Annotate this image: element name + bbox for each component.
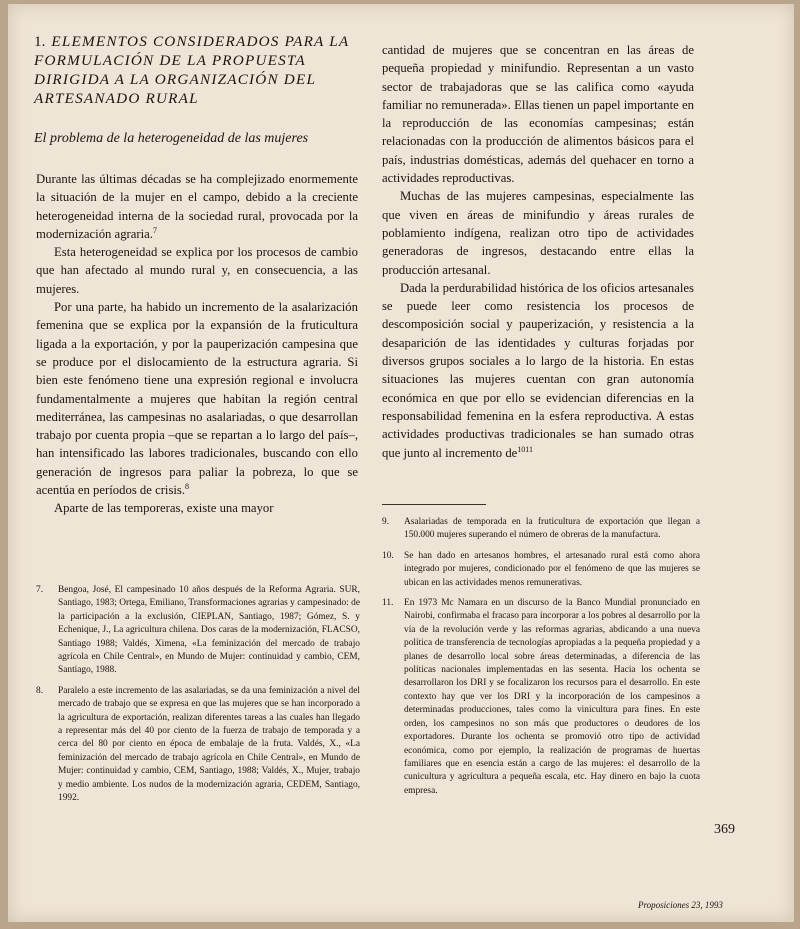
- footnote-text: Paralelo a este incremento de las asalariadas, se da una feminización a nivel del mercado de trabajo que se expresa en que las mujeres que se han incorporado a la agricultura de exportación, realizan diferentes tareas a las cuales han llegado a representar más del 40 por ciento de la fuerza de trabajo de temporada y a cerca del 80 por ciento en época de embalaje de la fruta. Valdés, X., «La feminización del mercado de trabajo agrícola en Chile Central», en Mundo de Mujer: continuidad y cambio, CEM, Santiago, 1988; Valdés, X., Mujer, trabajo y medio ambiente. Los nudos de la modernización agraria, CEDEM, Santiago, 1992.: [58, 685, 360, 804]
- left-body-text: [36, 170, 358, 518]
- section-title: ELEMENTOS CONSIDERADOS PARA LA FORMULACIÓN DE LA PROPUESTA DIRIGIDA A LA ORGANIZACIÓN DEL ARTESANADO RURAL: [34, 33, 350, 107]
- right-footnotes: [382, 516, 700, 805]
- footnote-ref[interactable]: 10: [517, 444, 526, 454]
- paragraph: Esta heterogeneidad se explica por los procesos de cambio que han afectado al mundo rural y, en consecuencia, a las mujeres.: [36, 245, 358, 296]
- left-footnotes: [36, 584, 360, 813]
- paragraph: Muchas de las mujeres campesinas, especialmente las que viven en áreas de minifundio y áreas rurales de poblamiento indígena, realizan otro tipo de actividades generadoras de ingresos, destacando entre ellas la producción artesanal.: [382, 189, 694, 277]
- footnote-text: Bengoa, José, El campesinado 10 años después de la Reforma Agraria. SUR, Santiago, 1983; Ortega, Emiliano, Transformaciones agrarias y campesinado: de la participación a la exclusión, CIEPLAN, Santiago, 1987; Gómez, S. y Echenique, J., La agricultura chilena. Dos caras de la modernización, FLACSO, Santiago 1988; Valdés, Ximena, «La feminización del mercado de trabajo agrícola en Chile Central», en Mundo de Mujer: continuidad y cambio, CEM, Santiago, 1988.: [58, 585, 360, 676]
- footnote: [382, 597, 700, 798]
- footnote-number: 9.: [382, 517, 390, 527]
- paragraph: Aparte de las temporeras, existe una mayor: [54, 501, 274, 516]
- footnote-number: 7.: [36, 585, 44, 595]
- footnote-ref[interactable]: 7: [152, 225, 157, 235]
- footnote-divider: [382, 504, 486, 505]
- footnote-text: Se han dado en artesanos hombres, el artesanado rural está como ahora integrado por mujeres, condicionado por el fenómeno de que las mujeres se ubican en las actividades menos remunerativas.: [404, 550, 700, 588]
- book-page: [8, 4, 794, 922]
- paragraph: Por una parte, ha habido un incremento de la asalarización femenina que se explica por la expansión de la fruticultura ligada a la exportación, y por la pauperización campesina que se produce por el dislocamiento de la estructura agraria. Si bien este fenómeno tiene una expresión regional e involucra fundamentalmente a mujeres que habitan la región central mediterránea, las campesinas no asalariadas, o que desarrollan trabajo por cuenta propia –que se repartan a lo largo del país–, han intensificado las labores tradicionales, buscando con ello generación de ingresos para paliar la pobreza, lo que se acentúa en períodos de crisis.$^8$: [36, 300, 358, 498]
- footnote-text: Asalariadas de temporada en la fruticultura de exportación que llegan a 150.000 mujeres superando el número de obreras de la manufactura.: [404, 517, 700, 541]
- footnote-number: 8.: [36, 685, 44, 696]
- footnote-ref[interactable]: 8: [185, 481, 190, 491]
- footnote-number: 11.: [382, 598, 394, 609]
- footnote-number: 10.: [382, 550, 394, 561]
- footnote: [382, 550, 700, 590]
- right-body-text: [382, 41, 694, 462]
- footnote-ref[interactable]: 11: [525, 444, 533, 454]
- running-footer: Proposiciones 23, 1993: [638, 900, 723, 910]
- page-number: 369: [714, 822, 735, 837]
- footnote-text: En 1973 Mc Namara en un discurso de la Banco Mundial pronunciado en Nairobi, confirmaba el fracaso para incorporar a los pobres al desarrollo por la vía de la revolución verde y las reformas agrarias, abdicando a una nueva política de transferencia de tecnologías apropiadas a la pequeña propiedad y a planes de desarrollo local sobre áreas determinadas, a diferencia de las políticas nacionales implementadas en las sesenta. Hacia los ochenta se desarrollaron los DRI y se focalizaron los recursos para el desarrollo. En este contexto hay que ver los DRI y la incorporación de los campesinos a determinadas producciones, tales como la vinicultura para fines. En este orden, los campesinos no son más que productores o deudores de los exportadores. Durante los ochenta se promovió otro tipo de actividad económica, como por ejemplo, la realización de programas de huertas familiares que en esencia están a cargo de las mujeres: el desarrollo de la cunicultura y agricultura a pequeña escala, etc. Hay dinero en bajo la cuota empresa.: [404, 598, 700, 796]
- paragraph: Durante las últimas décadas se ha complejizado enormemente la situación de la mujer en el campo, debido a la creciente heterogeneidad interna de la sociedad rural, provocada por la modernización agraria.$^7$: [36, 172, 358, 241]
- section-heading: [34, 32, 360, 108]
- section-number: 1.: [34, 33, 46, 50]
- footnote: [36, 584, 360, 678]
- paragraph: Dada la perdurabilidad histórica de los oficios artesanales se puede leer como resistencia los procesos de descomposición social y pauperización, y resistencia a la desaparición de las identidades y culturas forjadas por diversos grupos sociales a lo largo de la historia. En estas situaciones las mujeres cuentan con gran autonomía económica en que por ello se evidencian diferencias en la responsabilidad femenina en la esfera reproductiva. A estas actividades productivas tradicionales se han sumado otras que junto al incremento $de^{1011}$: [382, 280, 694, 460]
- footnote: [382, 516, 700, 543]
- subsection-heading: El problema de la heterogeneidad de las mujeres: [34, 131, 309, 146]
- footnote: [36, 685, 360, 806]
- paragraph: cantidad de mujeres que se concentran en las áreas de pequeña propiedad y minifundio. Representan a un vasto sector de trabajadoras que se las califica como «ayuda familiar no remunerada». Ellas tienen un papel importante en la reproducción de las economías campesinas; están relacionadas con la producción de alimentos básicos para el país, industrias domésticas, además del quehacer en torno a actividades reproductivas.: [382, 43, 694, 186]
